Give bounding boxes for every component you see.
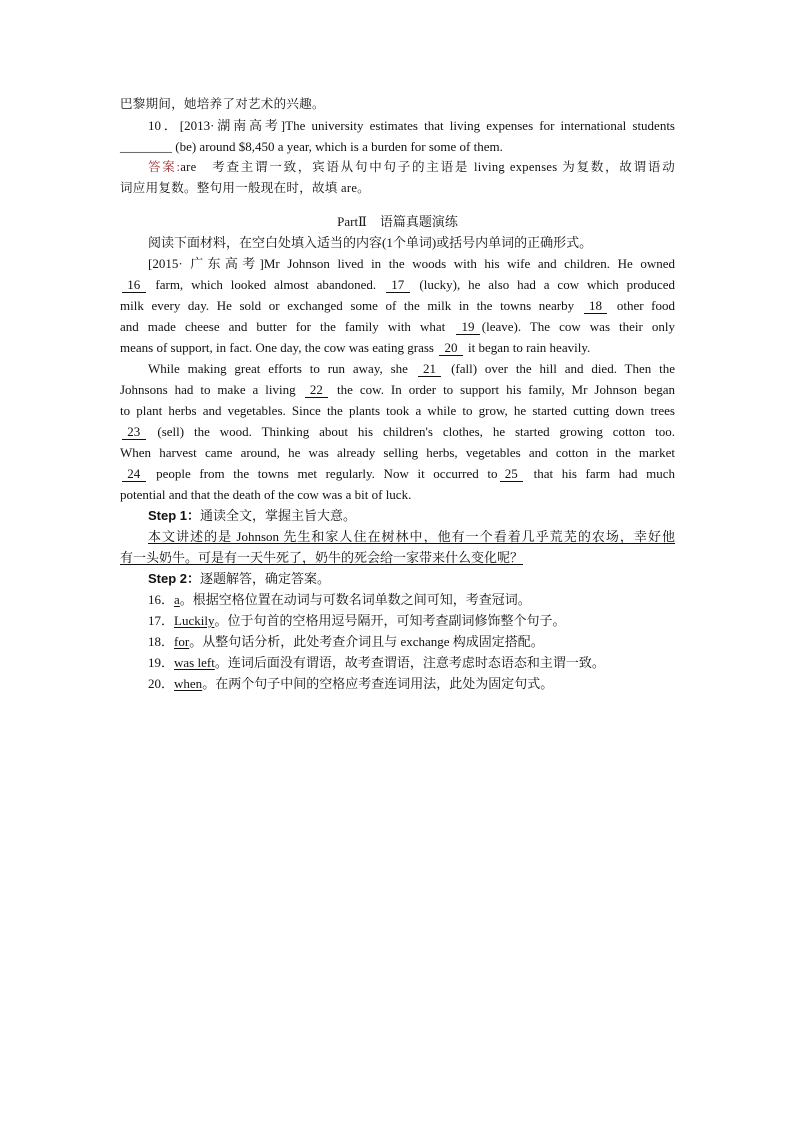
answer-word: for	[174, 634, 190, 649]
question-10-text-2: (be) around $8,450 a year, which is a burden for some of them.	[175, 139, 503, 154]
passage-text: While making great efforts to run away, she	[148, 361, 416, 376]
passage-line	[120, 400, 675, 421]
passage-text: and made cheese and butter for the family with what	[120, 319, 455, 334]
question-10-answer-line1	[120, 157, 675, 178]
answer-word: Luckily	[174, 613, 215, 628]
passage-text: milk every day. He sold or exchanged some of the milk in the towns nearby	[120, 298, 582, 313]
answer-word: when	[174, 676, 203, 691]
passage-text: (sell) the wood. Thinking about his children's clothes, he started growing cotton too.	[147, 424, 675, 439]
step2-line	[120, 568, 675, 589]
answer-number: 18．	[148, 634, 175, 649]
passage-text: it began to rain heavily.	[464, 340, 591, 355]
passage-line	[120, 379, 675, 400]
passage-blank: 25	[501, 466, 522, 481]
passage-blank: 20	[441, 340, 461, 355]
passage-line	[120, 337, 675, 358]
passage-text: other food	[609, 298, 676, 313]
passage-text: people from the towns met regularly. Now it occurred to	[147, 466, 498, 481]
question-10-label: 10．[2013·湖南高考]	[148, 118, 286, 133]
passage-line	[120, 316, 675, 337]
question-10-line2	[120, 136, 675, 157]
passage-text: means of support, in fact. One day, the cow was eating grass	[120, 340, 438, 355]
passage-line	[120, 358, 675, 379]
passage-text: (leave). The cow was their only	[481, 319, 675, 334]
passage-text: to plant herbs and vegetables. Since the plants took a while to grow, he started cutting down trees	[120, 403, 675, 418]
passage-text: (lucky), he also had a cow which produced	[411, 277, 676, 292]
answer-18	[120, 631, 675, 652]
passage-line	[120, 484, 675, 505]
step1-line	[120, 505, 675, 526]
answer-word: was left	[174, 655, 215, 670]
passage-line	[120, 421, 675, 442]
passage-line	[120, 295, 675, 316]
answer-number: 20．	[148, 676, 175, 691]
answer-17	[120, 610, 675, 631]
section-title: PartⅡ 语篇真题演练	[337, 214, 458, 229]
passage-blank: 18	[585, 298, 606, 313]
step1-label: Step 1：	[148, 508, 201, 523]
answer-label: 答案:	[148, 160, 181, 174]
passage-text: that his farm had much	[525, 466, 675, 481]
answer-explanation: 。连词后面没有谓语，故考查谓语，注意考虑时态语态和主谓一致。	[214, 655, 605, 670]
step1-summary-line2	[120, 547, 675, 568]
step1-title: 通读全文，掌握主旨大意。	[200, 508, 357, 523]
passage-line	[120, 463, 675, 484]
question-10-line1	[120, 115, 675, 136]
answer-explanation: 。从整句话分析，此处考查介词且与 exchange 构成固定搭配。	[189, 634, 544, 649]
answer-number: 16．	[148, 592, 175, 607]
passage-line	[120, 274, 675, 295]
answer-20	[120, 673, 675, 694]
passage-blank: 17	[388, 277, 408, 292]
passage-blank: 16	[124, 277, 144, 292]
answer-16	[120, 589, 675, 610]
passage-text: Johnsons had to make a living	[120, 382, 303, 397]
passage-text: (fall) over the hill and died. Then the	[443, 361, 675, 376]
passage-text: When harvest came around, he was already selling herbs, vegetables and cotton in the market	[120, 445, 675, 460]
step2-title: 逐题解答，确定答案。	[200, 571, 331, 586]
answer-explanation: 。在两个句子中间的空格应考查连词用法，此处为固定句式。	[202, 676, 554, 691]
answer-text-1: are 考查主谓一致，宾语从句中句子的主语是 living expenses 为复数，故谓语动	[180, 160, 676, 174]
instruction-text: 阅读下面材料，在空白处填入适当的内容(1个单词)或括号内单词的正确形式。	[148, 235, 593, 250]
passage-blank: 22	[306, 382, 327, 397]
passage	[120, 253, 675, 505]
step2-label: Step 2：	[148, 571, 201, 586]
passage-text: farm, which looked almost abandoned.	[147, 277, 385, 292]
passage-text: [2015· 广东高考]Mr Johnson lived in the woods with his wife and children. He owned	[148, 256, 675, 271]
answer-number: 17．	[148, 613, 175, 628]
passage-blank: 24	[124, 466, 144, 481]
question-10-answer-line2: 词应用复数。整句用一般现在时，故填 are。	[120, 181, 370, 195]
answer-explanation: 。根据空格位置在动词与可数名词单数之间可知，考查冠词。	[179, 592, 531, 607]
step1-summary-1: 本文讲述的是 Johnson 先生和家人住在树林中，他有一个看着几乎荒芜的农场，幸好他	[148, 529, 675, 544]
passage-blank: 19	[458, 319, 478, 334]
passage-blank: 23	[124, 424, 144, 439]
step1-summary-2: 有一头奶牛。可是有一天牛死了，奶牛的死会给一家带来什么变化呢？	[120, 550, 524, 565]
answer-explanation: 。位于句首的空格用逗号隔开，可知考查副词修饰整个句子。	[214, 613, 566, 628]
step1-summary-line1	[120, 526, 675, 547]
question-10-text: The university estimates that living expenses for international students	[285, 118, 675, 133]
answer-word: a	[174, 592, 180, 607]
passage-text: potential and that the death of the cow was a bit of luck.	[120, 487, 412, 502]
document-page	[120, 94, 675, 694]
passage-text: the cow. In order to support his family, Mr Johnson began	[330, 382, 675, 397]
question-10-blank: ________	[120, 139, 172, 154]
answer-number: 19．	[148, 655, 175, 670]
passage-line	[120, 253, 675, 274]
passage-blank: 21	[419, 361, 440, 376]
passage-line	[120, 442, 675, 463]
answer-19	[120, 652, 675, 673]
top-note: 巴黎期间，她培养了对艺术的兴趣。	[120, 97, 325, 111]
